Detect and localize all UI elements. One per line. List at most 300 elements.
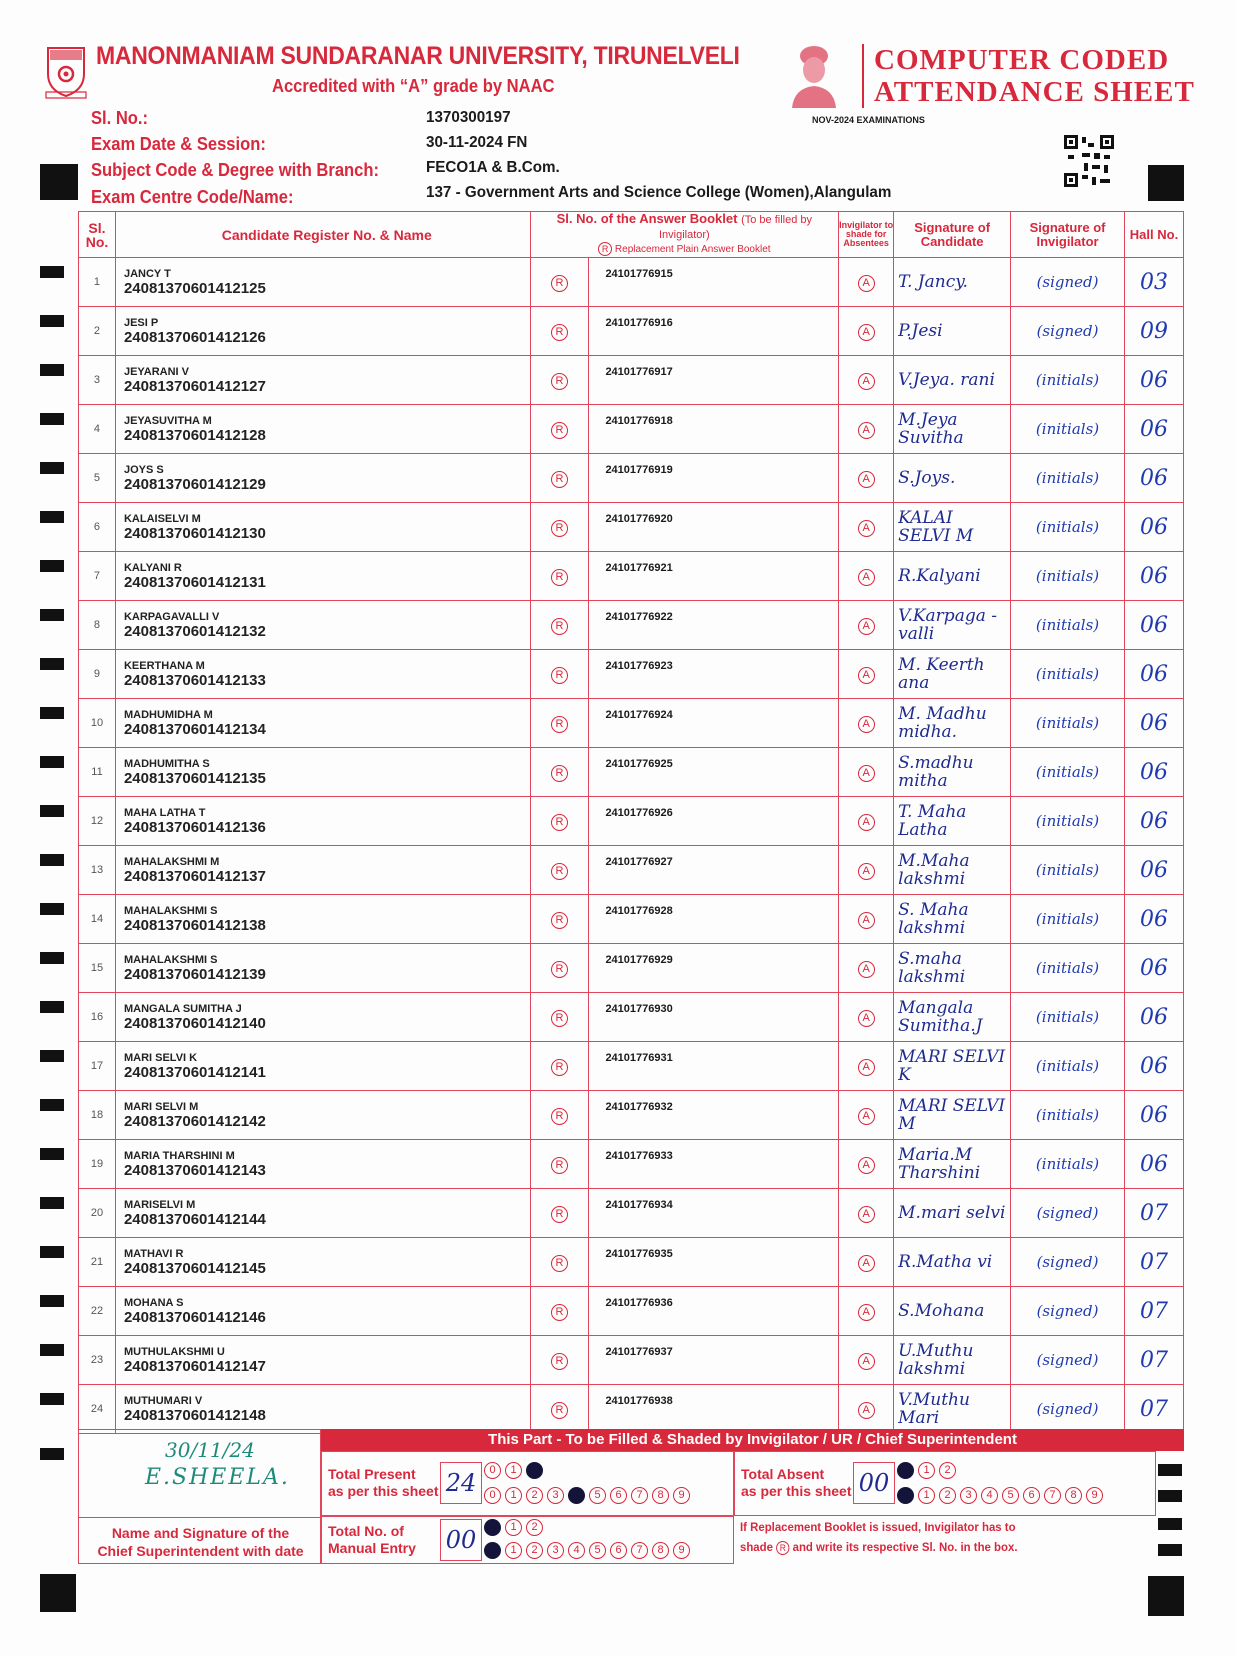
timing-mark	[40, 1197, 64, 1209]
founder-portrait-icon	[786, 42, 842, 108]
absent-bubble[interactable]: A	[858, 814, 875, 831]
absent-bubble-cell	[839, 1189, 894, 1238]
absent-bubble[interactable]: A	[858, 961, 875, 978]
booklet-number: 24101776923	[589, 650, 839, 699]
manual-entry-box[interactable]: 00	[440, 1519, 482, 1561]
timing-mark	[40, 1295, 64, 1307]
timing-mark	[40, 266, 64, 278]
candidate-cell	[115, 895, 530, 944]
absent-bubble[interactable]: A	[858, 1010, 875, 1027]
hall-number[interactable]: 07	[1125, 1287, 1184, 1336]
row-sl-no: 7	[79, 552, 116, 601]
candidate-signature[interactable]: R.Kalyani	[894, 552, 1011, 601]
table-row	[79, 944, 1184, 993]
table-row	[79, 405, 1184, 454]
replacement-bubble[interactable]: R	[551, 1010, 568, 1027]
chief-signature-name: E.SHEELA.	[145, 1465, 290, 1490]
absent-bubble-cell	[839, 1140, 894, 1189]
absent-bubble[interactable]: A	[858, 520, 875, 537]
timing-mark	[40, 511, 64, 523]
absent-bubble[interactable]: A	[858, 1206, 875, 1223]
absent-bubble[interactable]: A	[858, 1059, 875, 1076]
sheet-title	[874, 44, 1195, 108]
row-sl-no: 15	[79, 944, 116, 993]
timing-mark	[40, 1148, 64, 1160]
absent-bubble[interactable]: A	[858, 1157, 875, 1174]
candidate-cell	[115, 1189, 530, 1238]
chief-superintendent-label	[79, 1517, 322, 1565]
invigilator-signature[interactable]: (initials)	[1011, 405, 1125, 454]
candidate-signature[interactable]: R.Matha vi	[894, 1238, 1011, 1287]
replacement-bubble-cell	[530, 1238, 589, 1287]
candidate-signature[interactable]: MARI SELVI M	[894, 1091, 1011, 1140]
invigilator-signature[interactable]: (initials)	[1011, 699, 1125, 748]
table-row	[79, 699, 1184, 748]
absent-bubble-cell	[839, 405, 894, 454]
candidate-cell	[115, 1140, 530, 1189]
invigilator-signature[interactable]: (initials)	[1011, 944, 1125, 993]
replacement-bubble[interactable]: R	[551, 471, 568, 488]
digit-bubble[interactable]: 1	[918, 1462, 935, 1479]
table-row	[79, 895, 1184, 944]
candidate-signature[interactable]: M.Jeya Suvitha	[894, 405, 1011, 454]
hall-number[interactable]: 07	[1125, 1238, 1184, 1287]
col-sl-no: Sl. No.	[79, 212, 116, 258]
candidate-signature[interactable]: M. Keerth ana	[894, 650, 1011, 699]
digit-bubble[interactable]: 4	[981, 1487, 998, 1504]
table-row	[79, 1336, 1184, 1385]
absent-bubble[interactable]: A	[858, 373, 875, 390]
exam-date-value: 30-11-2024 FN	[426, 134, 528, 151]
absent-bubble[interactable]: A	[858, 1304, 875, 1321]
filled-bubble[interactable]	[897, 1487, 914, 1504]
invigilator-signature[interactable]: (initials)	[1011, 1042, 1125, 1091]
candidate-signature[interactable]: U.Muthu lakshmi	[894, 1336, 1011, 1385]
absent-bubble[interactable]: A	[858, 422, 875, 439]
filled-bubble[interactable]	[484, 1542, 501, 1559]
hall-number[interactable]: 06	[1125, 454, 1184, 503]
row-sl-no: 10	[79, 699, 116, 748]
total-present-box[interactable]: 24	[440, 1462, 482, 1504]
booklet-number: 24101776929	[589, 944, 839, 993]
register-number: 24081370601412147	[123, 1357, 266, 1375]
timing-mark	[1158, 1544, 1182, 1556]
digit-bubble[interactable]: 8	[652, 1542, 669, 1559]
manual-entry-block	[321, 1516, 734, 1564]
total-present-tens-bubbles[interactable]	[484, 1462, 543, 1479]
booklet-number: 24101776924	[589, 699, 839, 748]
digit-bubble[interactable]: 8	[1065, 1487, 1082, 1504]
absent-bubble-cell	[839, 1238, 894, 1287]
timing-mark	[40, 952, 64, 964]
timing-mark	[1158, 1490, 1182, 1502]
candidate-signature[interactable]: S.maha lakshmi	[894, 944, 1011, 993]
candidate-cell	[115, 258, 530, 307]
hall-number[interactable]: 06	[1125, 1091, 1184, 1140]
table-row	[79, 552, 1184, 601]
hall-number[interactable]: 06	[1125, 846, 1184, 895]
hall-number[interactable]: 06	[1125, 797, 1184, 846]
absent-bubble[interactable]: A	[858, 1108, 875, 1125]
replacement-bubble[interactable]: R	[551, 1108, 568, 1125]
hall-number[interactable]: 07	[1125, 1385, 1184, 1434]
hall-number[interactable]: 07	[1125, 1336, 1184, 1385]
invigilator-signature[interactable]: (initials)	[1011, 356, 1125, 405]
replacement-bubble[interactable]: R	[551, 814, 568, 831]
replacement-bubble[interactable]: R	[551, 765, 568, 782]
invigilator-signature[interactable]: (initials)	[1011, 1140, 1125, 1189]
digit-bubble[interactable]: 7	[631, 1542, 648, 1559]
centre-value: 137 - Government Arts and Science College (Women),Alangulam	[426, 184, 892, 201]
invigilator-signature[interactable]: (signed)	[1011, 258, 1125, 307]
table-row	[79, 1238, 1184, 1287]
invigilator-signature[interactable]: (initials)	[1011, 993, 1125, 1042]
digit-bubble[interactable]: 3	[547, 1487, 564, 1504]
row-sl-no: 18	[79, 1091, 116, 1140]
absent-bubble-cell	[839, 650, 894, 699]
manual-entry-units-bubbles[interactable]	[484, 1542, 690, 1559]
hall-number[interactable]: 06	[1125, 356, 1184, 405]
absent-bubble[interactable]: A	[858, 1402, 875, 1419]
digit-bubble[interactable]: 4	[568, 1542, 585, 1559]
hall-number[interactable]: 09	[1125, 307, 1184, 356]
total-absent-units-bubbles[interactable]	[897, 1487, 1103, 1504]
booklet-number: 24101776933	[589, 1140, 839, 1189]
digit-bubble[interactable]: 8	[652, 1487, 669, 1504]
table-row	[79, 1189, 1184, 1238]
register-number: 24081370601412146	[123, 1308, 266, 1326]
total-present-block	[321, 1451, 734, 1516]
invigilator-signature[interactable]: (initials)	[1011, 748, 1125, 797]
replacement-bubble[interactable]: R	[551, 422, 568, 439]
digit-bubble[interactable]: 9	[673, 1487, 690, 1504]
absent-bubble[interactable]: A	[858, 471, 875, 488]
replacement-bubble[interactable]: R	[551, 863, 568, 880]
replacement-bubble-cell	[530, 797, 589, 846]
digit-bubble[interactable]: 2	[939, 1487, 956, 1504]
booklet-number: 24101776918	[589, 405, 839, 454]
invigilator-signature[interactable]: (initials)	[1011, 797, 1125, 846]
col-signature-invigilator: Signature of Invigilator	[1011, 212, 1125, 258]
candidate-signature[interactable]: T. Maha Latha	[894, 797, 1011, 846]
replacement-bubble[interactable]: R	[551, 716, 568, 733]
replacement-bubble[interactable]: R	[551, 373, 568, 390]
register-number: 24081370601412140	[123, 1014, 266, 1032]
candidate-signature[interactable]: T. Jancy.	[894, 258, 1011, 307]
replacement-bubble-cell	[530, 1336, 589, 1385]
candidate-signature[interactable]: M.mari selvi	[894, 1189, 1011, 1238]
col-hall-no: Hall No.	[1125, 212, 1184, 258]
register-number: 24081370601412144	[123, 1210, 266, 1228]
hall-number[interactable]: 06	[1125, 601, 1184, 650]
candidate-name: MAHALAKSHMI S	[123, 953, 218, 966]
absent-bubble-cell	[839, 258, 894, 307]
invigilator-signature[interactable]: (initials)	[1011, 1091, 1125, 1140]
candidate-cell	[115, 307, 530, 356]
replacement-header-text: Replacement Plain Answer Booklet	[614, 244, 771, 255]
replacement-symbol-icon: R	[598, 242, 612, 256]
centre-label: Exam Centre Code/Name:	[91, 187, 294, 207]
digit-bubble[interactable]: 2	[526, 1519, 543, 1536]
digit-bubble[interactable]: 6	[610, 1542, 627, 1559]
hall-number[interactable]: 06	[1125, 895, 1184, 944]
register-number: 24081370601412143	[123, 1161, 266, 1179]
timing-mark	[40, 315, 64, 327]
digit-bubble[interactable]: 1	[918, 1487, 935, 1504]
digit-bubble[interactable]: 1	[505, 1542, 522, 1559]
filled-bubble[interactable]	[897, 1462, 914, 1479]
register-number: 24081370601412133	[123, 671, 266, 689]
invigilator-signature[interactable]: (initials)	[1011, 895, 1125, 944]
replacement-bubble[interactable]: R	[551, 569, 568, 586]
absent-bubble[interactable]: A	[858, 716, 875, 733]
filled-bubble[interactable]	[568, 1487, 585, 1504]
candidate-cell	[115, 405, 530, 454]
candidate-name: MARI SELVI M	[123, 1100, 199, 1113]
sl-no-value: 1370300197	[426, 109, 511, 126]
table-row	[79, 797, 1184, 846]
candidate-name: MUTHULAKSHMI U	[123, 1345, 225, 1358]
hall-number[interactable]: 03	[1125, 258, 1184, 307]
timing-mark	[40, 1448, 64, 1460]
candidate-signature[interactable]: S.madhu mitha	[894, 748, 1011, 797]
booklet-number: 24101776934	[589, 1189, 839, 1238]
invigilator-banner: This Part - To be Filled & Shaded by Invigilator / UR / Chief Superintendent	[321, 1429, 1184, 1451]
table-row	[79, 1042, 1184, 1091]
candidate-signature[interactable]: S. Maha lakshmi	[894, 895, 1011, 944]
row-sl-no: 5	[79, 454, 116, 503]
invigilator-signature[interactable]: (signed)	[1011, 1336, 1125, 1385]
booklet-number: 24101776936	[589, 1287, 839, 1336]
candidate-signature[interactable]: P.Jesi	[894, 307, 1011, 356]
timing-mark	[40, 756, 64, 768]
candidate-name: MARIA THARSHINI M	[123, 1149, 235, 1162]
row-sl-no: 23	[79, 1336, 116, 1385]
digit-bubble[interactable]: 1	[505, 1519, 522, 1536]
register-number: 24081370601412131	[123, 573, 266, 591]
replacement-bubble[interactable]: R	[551, 618, 568, 635]
replacement-bubble[interactable]: R	[551, 1157, 568, 1174]
timing-mark	[40, 1574, 76, 1612]
absent-bubble[interactable]: A	[858, 324, 875, 341]
absent-bubble[interactable]: A	[858, 275, 875, 292]
replacement-bubble[interactable]: R	[551, 1059, 568, 1076]
absent-bubble[interactable]: A	[858, 667, 875, 684]
digit-bubble[interactable]: 3	[547, 1542, 564, 1559]
replacement-bubble[interactable]: R	[551, 1402, 568, 1419]
invigilator-signature[interactable]: (initials)	[1011, 503, 1125, 552]
invigilator-signature[interactable]: (initials)	[1011, 454, 1125, 503]
accreditation-text: Accredited with “A” grade by NAAC	[272, 76, 555, 96]
digit-bubble[interactable]: 2	[939, 1462, 956, 1479]
header-divider	[862, 44, 864, 108]
col-absentee: Invigilator to shade for Absentees	[839, 212, 894, 258]
candidate-signature[interactable]: S.Joys.	[894, 454, 1011, 503]
candidate-name: MOHANA S	[123, 1296, 184, 1309]
digit-bubble[interactable]: 0	[484, 1462, 501, 1479]
total-absent-tens-bubbles[interactable]	[897, 1462, 956, 1479]
total-absent-box[interactable]: 00	[853, 1462, 895, 1504]
booklet-number: 24101776930	[589, 993, 839, 1042]
replacement-bubble[interactable]: R	[551, 912, 568, 929]
subject-value: FECO1A & B.Com.	[426, 159, 560, 176]
digit-bubble[interactable]: 3	[960, 1487, 977, 1504]
candidate-signature[interactable]: V.Jeya. rani	[894, 356, 1011, 405]
hall-number[interactable]: 06	[1125, 699, 1184, 748]
register-number: 24081370601412139	[123, 965, 266, 983]
invigilator-signature[interactable]: (initials)	[1011, 846, 1125, 895]
hall-number[interactable]: 06	[1125, 552, 1184, 601]
hall-number[interactable]: 06	[1125, 503, 1184, 552]
candidate-name: KALAISELVI M	[123, 512, 201, 525]
replacement-bubble[interactable]: R	[551, 1304, 568, 1321]
invigilator-signature[interactable]: (signed)	[1011, 1287, 1125, 1336]
register-number: 24081370601412142	[123, 1112, 266, 1130]
absent-bubble[interactable]: A	[858, 765, 875, 782]
invigilator-signature[interactable]: (signed)	[1011, 1238, 1125, 1287]
candidate-name: MAHALAKSHMI S	[123, 904, 218, 917]
absent-bubble-cell	[839, 1091, 894, 1140]
candidate-cell	[115, 1287, 530, 1336]
candidate-name: JESI P	[123, 316, 159, 329]
candidate-signature[interactable]: V.Karpaga -valli	[894, 601, 1011, 650]
timing-mark	[40, 560, 64, 572]
register-number: 24081370601412125	[123, 279, 266, 297]
timing-mark	[40, 413, 64, 425]
candidate-signature[interactable]: KALAI SELVI M	[894, 503, 1011, 552]
hall-number[interactable]: 07	[1125, 1189, 1184, 1238]
filled-bubble[interactable]	[526, 1462, 543, 1479]
total-present-units-bubbles[interactable]	[484, 1487, 690, 1504]
digit-bubble[interactable]: 5	[589, 1487, 606, 1504]
timing-mark	[40, 854, 64, 866]
candidate-signature[interactable]: S.Mohana	[894, 1287, 1011, 1336]
candidate-cell	[115, 846, 530, 895]
register-number: 24081370601412148	[123, 1406, 266, 1424]
hall-number[interactable]: 06	[1125, 650, 1184, 699]
hall-number[interactable]: 06	[1125, 1042, 1184, 1091]
hall-number[interactable]: 06	[1125, 944, 1184, 993]
row-sl-no: 6	[79, 503, 116, 552]
digit-bubble[interactable]: 9	[1086, 1487, 1103, 1504]
absent-bubble-cell	[839, 1385, 894, 1434]
digit-bubble[interactable]: 0	[484, 1487, 501, 1504]
replacement-bubble[interactable]: R	[551, 961, 568, 978]
candidate-cell	[115, 699, 530, 748]
replacement-bubble[interactable]: R	[551, 1255, 568, 1272]
booklet-number: 24101776928	[589, 895, 839, 944]
candidate-signature[interactable]: MARI SELVI K	[894, 1042, 1011, 1091]
table-row	[79, 1140, 1184, 1189]
replacement-bubble-cell	[530, 307, 589, 356]
digit-bubble[interactable]: 1	[505, 1487, 522, 1504]
row-sl-no: 20	[79, 1189, 116, 1238]
row-sl-no: 21	[79, 1238, 116, 1287]
table-header-row	[79, 212, 1184, 258]
absent-bubble[interactable]: A	[858, 1255, 875, 1272]
replacement-bubble[interactable]: R	[551, 1206, 568, 1223]
attendance-table	[78, 211, 1184, 1434]
digit-bubble[interactable]: 1	[505, 1462, 522, 1479]
hall-number[interactable]: 06	[1125, 993, 1184, 1042]
replacement-bubble[interactable]: R	[551, 324, 568, 341]
digit-bubble[interactable]: 5	[589, 1542, 606, 1559]
candidate-name: MADHUMIDHA M	[123, 708, 213, 721]
absent-bubble[interactable]: A	[858, 912, 875, 929]
total-present-label: Total Present as per this sheet	[328, 1466, 439, 1499]
candidate-signature[interactable]: Mangala Sumitha.J	[894, 993, 1011, 1042]
absent-bubble[interactable]: A	[858, 863, 875, 880]
absent-bubble[interactable]: A	[858, 1353, 875, 1370]
digit-bubble[interactable]: 2	[526, 1487, 543, 1504]
register-number: 24081370601412137	[123, 867, 266, 885]
invigilator-signature[interactable]: (initials)	[1011, 650, 1125, 699]
invigilator-signature[interactable]: (signed)	[1011, 1189, 1125, 1238]
replacement-bubble[interactable]: R	[551, 667, 568, 684]
university-crest-icon	[44, 44, 88, 100]
digit-bubble[interactable]: 7	[631, 1487, 648, 1504]
booklet-number: 24101776915	[589, 258, 839, 307]
booklet-number: 24101776916	[589, 307, 839, 356]
absent-bubble[interactable]: A	[858, 569, 875, 586]
filled-bubble[interactable]	[484, 1519, 501, 1536]
sheet-title-line1: COMPUTER CODED	[874, 44, 1170, 76]
digit-bubble[interactable]: 2	[526, 1542, 543, 1559]
candidate-signature[interactable]: Maria.M Tharshini	[894, 1140, 1011, 1189]
candidate-cell	[115, 993, 530, 1042]
hall-number[interactable]: 06	[1125, 405, 1184, 454]
booklet-number: 24101776927	[589, 846, 839, 895]
chief-superintendent-box	[78, 1429, 321, 1564]
register-number: 24081370601412135	[123, 769, 266, 787]
digit-bubble[interactable]: 7	[1044, 1487, 1061, 1504]
absent-bubble[interactable]: A	[858, 618, 875, 635]
register-number: 24081370601412129	[123, 475, 266, 493]
register-number: 24081370601412145	[123, 1259, 266, 1277]
booklet-header-note: (To be filled by Invigilator)	[658, 214, 813, 241]
replacement-bubble[interactable]: R	[551, 275, 568, 292]
candidate-signature[interactable]: M.Maha lakshmi	[894, 846, 1011, 895]
table-row	[79, 503, 1184, 552]
replacement-bubble-cell	[530, 503, 589, 552]
invigilator-signature[interactable]: (signed)	[1011, 307, 1125, 356]
row-sl-no: 22	[79, 1287, 116, 1336]
invigilator-signature[interactable]: (signed)	[1011, 1385, 1125, 1434]
candidate-name: MARI SELVI K	[123, 1051, 198, 1064]
digit-bubble[interactable]: 6	[610, 1487, 627, 1504]
invigilator-signature[interactable]: (initials)	[1011, 601, 1125, 650]
digit-bubble[interactable]: 6	[1023, 1487, 1040, 1504]
manual-entry-tens-bubbles[interactable]	[484, 1519, 543, 1536]
hall-number[interactable]: 06	[1125, 748, 1184, 797]
candidate-cell	[115, 797, 530, 846]
candidate-name: MATHAVI R	[123, 1247, 184, 1260]
row-sl-no: 12	[79, 797, 116, 846]
digit-bubble[interactable]: 5	[1002, 1487, 1019, 1504]
replacement-bubble[interactable]: R	[551, 520, 568, 537]
replacement-bubble[interactable]: R	[551, 1353, 568, 1370]
candidate-name: JEYASUVITHA M	[123, 414, 212, 427]
row-sl-no: 11	[79, 748, 116, 797]
timing-mark	[40, 609, 64, 621]
absent-bubble-cell	[839, 797, 894, 846]
digit-bubble[interactable]: 9	[673, 1542, 690, 1559]
replacement-bubble-cell	[530, 1189, 589, 1238]
candidate-signature[interactable]: V.Muthu Mari	[894, 1385, 1011, 1434]
candidate-signature[interactable]: M. Madhu midha.	[894, 699, 1011, 748]
hall-number[interactable]: 06	[1125, 1140, 1184, 1189]
invigilator-signature[interactable]: (initials)	[1011, 552, 1125, 601]
